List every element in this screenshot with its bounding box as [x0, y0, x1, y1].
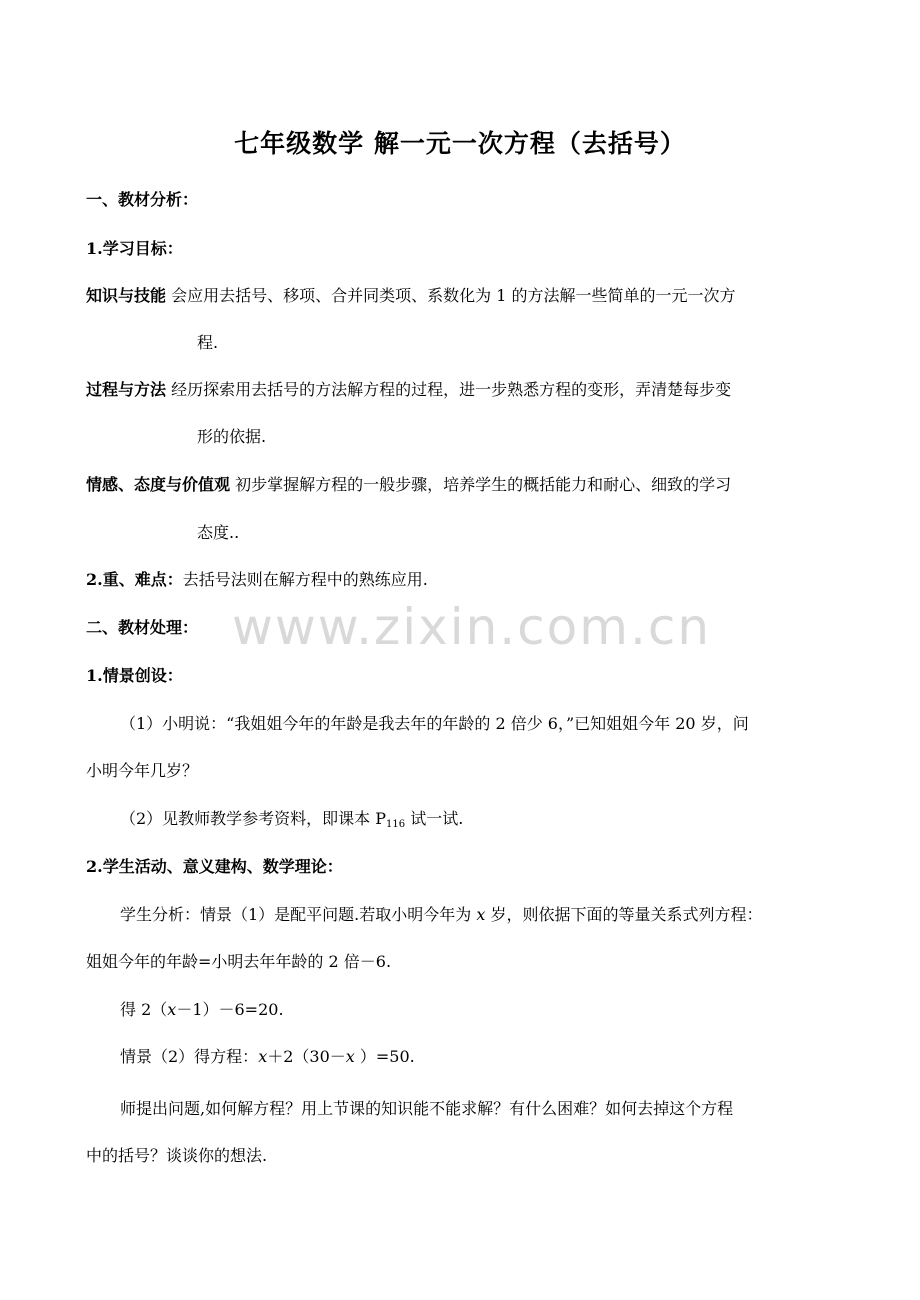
knowledge-skills-text-cont: 程. — [197, 333, 219, 352]
section-heading-analysis: 一、教材分析： — [86, 190, 199, 209]
watermark: www.zixin.com.cn — [232, 598, 712, 656]
key-points-text: 去括号法则在解方程中的熟练应用. — [182, 570, 428, 589]
analysis-text-end: 岁，则依据下面的等量关系式列方程： — [490, 905, 763, 924]
analysis-line-2: 姐姐今年的年龄=小明去年年龄的 2 倍－6. — [86, 952, 392, 971]
page-subscript: 116 — [386, 819, 406, 830]
emotion-attitude-text-cont: 态度.. — [197, 523, 240, 542]
scenario-2-text-end: 试一试. — [405, 809, 464, 828]
equation-1-variable: x — [167, 1000, 177, 1019]
process-method-line — [86, 378, 838, 402]
analysis-line-1 — [120, 903, 763, 927]
scenario-2-line — [120, 807, 463, 837]
key-points-label: 2.重、难点： — [86, 570, 183, 589]
scenario-1-line-1: （1）小明说：“我姐姐今年的年龄是我去年的年龄的 2 倍少 6，”已知姐姐今年 20 岁，问 — [120, 714, 749, 733]
equation-2-variable-a: x — [258, 1047, 268, 1066]
knowledge-skills-label: 知识与技能 — [86, 286, 167, 305]
equation-2-start: 情景（2）得方程： — [120, 1047, 259, 1066]
document-title: 七年级数学 解一元一次方程（去括号） — [234, 129, 686, 158]
equation-1-end: －1）－6=20. — [176, 1000, 284, 1019]
objectives-heading: 1.学习目标： — [86, 239, 183, 258]
process-method-text: 经历探索用去括号的方法解方程的过程，进一步熟悉方程的变形，弄清楚每步变 — [171, 380, 732, 399]
emotion-attitude-label: 情感、态度与价值观 — [86, 475, 231, 494]
emotion-attitude-text: 初步掌握解方程的一般步骤，培养学生的概括能力和耐心、细致的学习 — [235, 475, 732, 494]
scenario-1-line-2: 小明今年几岁？ — [86, 761, 199, 780]
knowledge-skills-text: 会应用去括号、移项、合并同类项、系数化为 1 的方法解一些简单的一元一次方 — [171, 286, 736, 305]
process-method-label: 过程与方法 — [86, 380, 167, 399]
scenario-2-text: （2）见教师教学参考资料，即课本 P — [120, 809, 387, 828]
equation-2-middle: ＋2（30－ — [267, 1047, 346, 1066]
variable-x: x — [471, 905, 491, 924]
activity-heading: 2.学生活动、意义建构、数学理论： — [86, 857, 343, 876]
equation-1-start: 得 2（ — [120, 1000, 168, 1019]
section-heading-processing: 二、教材处理： — [86, 618, 199, 637]
equation-1 — [120, 998, 284, 1022]
knowledge-skills-line — [86, 284, 838, 308]
equation-2 — [120, 1045, 415, 1069]
emotion-attitude-line — [86, 473, 838, 497]
key-points-line — [86, 568, 428, 592]
equation-2-variable-b: x — [345, 1047, 355, 1066]
teacher-question-line-2: 中的括号？谈谈你的想法. — [86, 1146, 268, 1165]
analysis-text: 学生分析：情景（1）是配平问题.若取小明今年为 — [120, 905, 472, 924]
teacher-question-line-1: 师提出问题,如何解方程？用上节课的知识能不能求解？有什么困难？如何去掉这个方程 — [120, 1099, 734, 1118]
process-method-text-cont: 形的依据. — [197, 427, 267, 446]
equation-2-end: ）=50. — [354, 1047, 415, 1066]
scenario-heading: 1.情景创设： — [86, 666, 183, 685]
